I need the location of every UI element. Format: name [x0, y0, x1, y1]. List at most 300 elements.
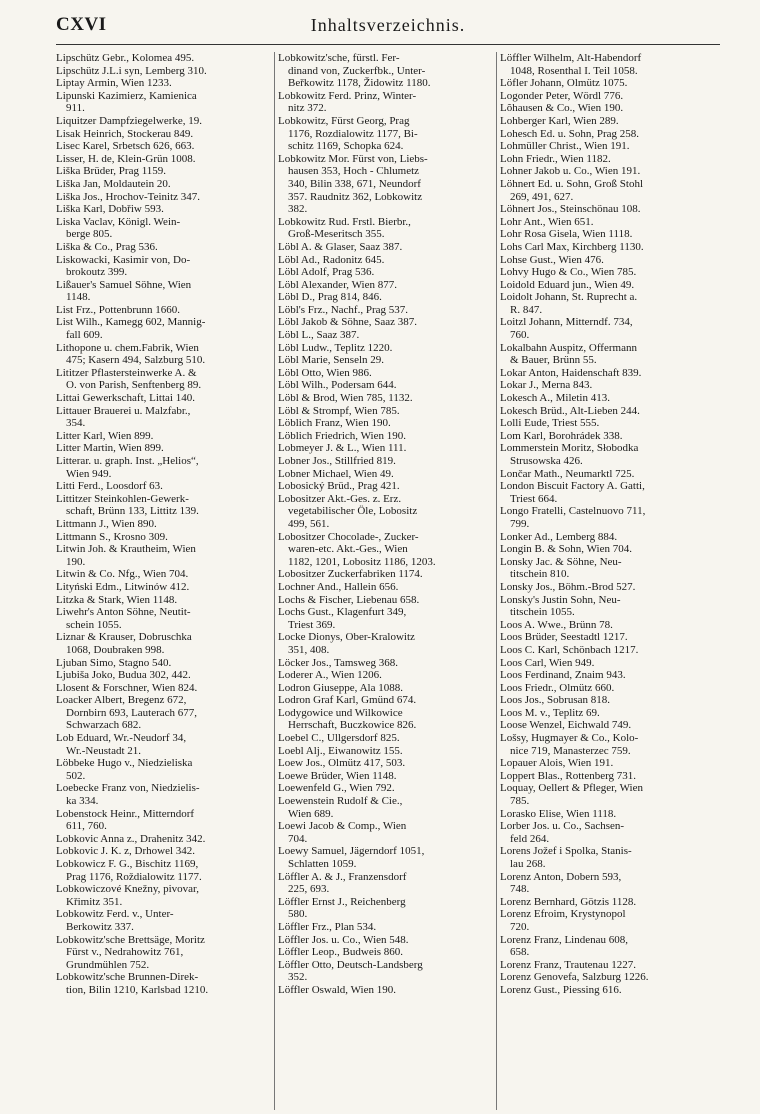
index-entry: [500, 266, 716, 279]
entry-line: Lobkowitz Mor. Fürst von, Liebs-: [278, 152, 428, 165]
index-entry: [500, 128, 716, 141]
entry-line: Löbl Wilh., Podersam 644.: [278, 379, 397, 392]
index-entry: [278, 631, 494, 656]
index-entry: [56, 128, 272, 141]
entry-continuation: 785.: [510, 795, 530, 808]
index-entry: [278, 329, 494, 342]
entry-continuation: Groß-Meseritsch 355.: [288, 228, 385, 241]
entry-continuation: 475; Kasern 494, Salzburg 510.: [66, 354, 206, 367]
column-divider: [274, 52, 275, 1110]
entry-line: Löbl D., Prag 814, 846.: [278, 291, 382, 304]
entry-line: Littauer Brauerei u. Malzfabr.,: [56, 404, 191, 417]
index-entry: [278, 342, 494, 355]
entry-line: Lipunski Kazimierz, Kamienica: [56, 89, 197, 102]
entry-continuation: Strusowska 426.: [510, 455, 583, 467]
entry-line: Lobner Jos., Stillfried 819.: [278, 455, 396, 467]
index-entry: [56, 254, 272, 279]
entry-continuation: Křimitz 351.: [66, 895, 123, 908]
entry-line: Litterar. u. graph. Inst. „Helios“,: [56, 455, 199, 467]
entry-line: Lorenz Anton, Dobern 593,: [500, 870, 622, 883]
entry-continuation: titschein 1055.: [510, 606, 575, 619]
index-entry: [278, 606, 494, 631]
entry-line: Litzka & Stark, Wien 1148.: [56, 593, 178, 606]
entry-line: Lokalbahn Auspitz, Offermann: [500, 341, 637, 354]
entry-line: Liška Brüder, Prag 1159.: [56, 165, 167, 178]
entry-line: Lohberger Karl, Wien 289.: [500, 114, 619, 127]
entry-line: Loquay, Oellert & Pfleger, Wien: [500, 782, 643, 795]
index-entry: [278, 52, 494, 90]
entry-line: Liznar & Krauser, Dobruschka: [56, 631, 192, 644]
index-entry: [500, 254, 716, 267]
entry-line: Litter Martin, Wien 899.: [56, 442, 164, 455]
index-entry: [56, 606, 272, 631]
entry-line: Lorenz Franz, Trautenau 1227.: [500, 958, 636, 971]
entry-line: Liwehr's Anton Söhne, Neutit-: [56, 606, 191, 619]
entry-line: Löbl & Strompf, Wien 785.: [278, 404, 400, 417]
entry-line: Löbl L., Saaz 387.: [278, 329, 360, 342]
entry-line: Littmann J., Wien 890.: [56, 517, 157, 530]
entry-continuation: vegetabilischer Öle, Lobositz: [288, 505, 418, 518]
entry-line: Liskowacki, Kasimir von, Do-: [56, 253, 191, 266]
entry-line: Liquitzer Dampfziegelwerke, 19.: [56, 114, 202, 127]
entry-line: Liptay Armin, Wien 1233.: [56, 77, 172, 90]
entry-line: Lißauer's Samuel Söhne, Wien: [56, 278, 192, 291]
index-entry: [56, 165, 272, 178]
index-entry: [278, 669, 494, 682]
entry-line: Loebl Alj., Eiwanowitz 155.: [278, 744, 403, 757]
index-entry: [278, 657, 494, 670]
entry-line: Löbl Jakob & Söhne, Saaz 387.: [278, 316, 418, 329]
entry-continuation: 269, 491, 627.: [510, 190, 574, 203]
entry-line: List Frz., Pottenbrunn 1660.: [56, 303, 181, 316]
entry-line: Lityński Edm., Litwinów 412.: [56, 580, 190, 593]
entry-line: Löblich Friedrich, Wien 190.: [278, 429, 406, 442]
entry-line: Lobosický Brüd., Prag 421.: [278, 480, 400, 493]
entry-continuation: 1148.: [66, 291, 91, 304]
entry-line: Loos C. Karl, Schönbach 1217.: [500, 643, 639, 656]
entry-continuation: Grundmühlen 752.: [66, 958, 150, 971]
index-entry: [278, 682, 494, 695]
index-entry: [500, 657, 716, 670]
index-entry: [278, 782, 494, 795]
entry-line: Lititzer Pflastersteinwerke A. &: [56, 366, 197, 379]
entry-line: Lohr Ant., Wien 651.: [500, 215, 594, 228]
index-entry: [56, 845, 272, 858]
entry-line: Lorber Jos. u. Co., Sachsen-: [500, 820, 625, 833]
entry-line: Löffler A. & J., Franzensdorf: [278, 870, 407, 883]
index-entry: [500, 871, 716, 896]
index-entry: [56, 203, 272, 216]
index-entry: [278, 820, 494, 845]
index-entry: [500, 808, 716, 821]
entry-line: Lohse Gust., Wien 476.: [500, 253, 604, 266]
entry-line: Lobkowitz'sche Brettsäge, Moritz: [56, 933, 205, 946]
entry-continuation: Dornbirn 693, Lauterach 677,: [66, 706, 198, 719]
entry-line: Loebel C., Ullgersdorf 825.: [278, 732, 400, 745]
index-entry: [56, 858, 272, 883]
entry-line: Lokesch A., Miletin 413.: [500, 392, 610, 405]
index-entry: [278, 153, 494, 216]
index-entry: [56, 732, 272, 757]
index-entry: [500, 316, 716, 341]
entry-line: Lom Karl, Borohrádek 338.: [500, 429, 623, 442]
index-entry: [278, 871, 494, 896]
entry-continuation: Herrschaft, Buczkowice 826.: [288, 719, 417, 732]
index-entry: [56, 316, 272, 341]
index-entry: [278, 354, 494, 367]
index-entry: [278, 442, 494, 455]
index-entry: [500, 594, 716, 619]
page-header: [56, 14, 720, 42]
entry-continuation: 499, 561.: [288, 517, 330, 530]
entry-line: Löbl Alexander, Wien 877.: [278, 278, 397, 291]
index-entry: [56, 77, 272, 90]
entry-line: Lobkovic J. K. z, Drhowel 342.: [56, 845, 196, 858]
entry-line: Löbl A. & Glaser, Saaz 387.: [278, 240, 403, 253]
index-entry: [56, 430, 272, 443]
entry-line: Löbl Adolf, Prag 536.: [278, 266, 375, 279]
entry-line: Lisser, H. de, Klein-Grün 1008.: [56, 152, 196, 165]
entry-continuation: berge 805.: [66, 228, 113, 241]
index-entry: [56, 52, 272, 65]
entry-line: Lonsky Jac. & Söhne, Neu-: [500, 555, 622, 568]
entry-line: Lohner Jakob u. Co., Wien 191.: [500, 165, 641, 178]
index-entry: [278, 921, 494, 934]
entry-line: Loewenfeld G., Wien 792.: [278, 782, 395, 795]
entry-line: Lob Eduard, Wr.-Neudorf 34,: [56, 732, 187, 745]
index-entry: [500, 342, 716, 367]
index-entry: [278, 757, 494, 770]
entry-continuation: 340, Bilin 338, 671, Neundorf: [288, 177, 421, 190]
index-entry: [56, 115, 272, 128]
entry-continuation: Triest 369.: [288, 618, 336, 631]
entry-line: Liška Karl, Dobřiw 593.: [56, 203, 164, 216]
entry-line: Lobkowicz F. G., Bischitz 1169,: [56, 858, 199, 870]
entry-continuation: 357. Raudnitz 362, Lobkowitz: [288, 190, 423, 203]
entry-line: Lokesch Brüd., Alt-Lieben 244.: [500, 404, 640, 417]
index-entry: [500, 417, 716, 430]
entry-line: Löbbeke Hugo v., Niedzieliska: [56, 757, 193, 770]
entry-line: Lodron Giuseppe, Ala 1088.: [278, 681, 403, 694]
entry-line: Lochs & Fischer, Liebenau 658.: [278, 593, 420, 606]
index-entry: [278, 581, 494, 594]
entry-continuation: ka 334.: [66, 795, 99, 808]
entry-line: Löffler Leop., Budweis 860.: [278, 946, 404, 959]
entry-line: Lobkowitz'sche, fürstl. Fer-: [278, 52, 400, 64]
index-column-2: [278, 52, 494, 1110]
index-entry: [500, 442, 716, 467]
entry-continuation: 225, 693.: [288, 883, 330, 896]
entry-continuation: 580.: [288, 908, 308, 921]
entry-continuation: titschein 810.: [510, 568, 570, 581]
index-entry: [278, 594, 494, 607]
entry-line: Löbl Ad., Radonitz 645.: [278, 253, 385, 266]
index-entry: [500, 102, 716, 115]
page-number: CXVI: [56, 14, 107, 35]
entry-continuation: Wr.-Neustadt 21.: [66, 744, 142, 757]
index-entry: [278, 455, 494, 468]
index-entry: [500, 984, 716, 997]
index-entry: [278, 568, 494, 581]
index-entry: [278, 694, 494, 707]
index-entry: [500, 845, 716, 870]
index-entry: [56, 279, 272, 304]
entry-line: Loewi Jacob & Comp., Wien: [278, 820, 407, 833]
entry-continuation: 658.: [510, 946, 530, 959]
entry-line: Lobkowitz'sche Brunnen-Direk-: [56, 971, 199, 984]
index-entry: [56, 657, 272, 670]
index-entry: [278, 770, 494, 783]
entry-line: Loidolt Johann, St. Ruprecht a.: [500, 291, 638, 304]
entry-line: Löbl's Frz., Nachf., Prag 537.: [278, 303, 408, 316]
index-entry: [56, 518, 272, 531]
index-entry: [500, 707, 716, 720]
index-entry: [56, 833, 272, 846]
entry-line: Lobkowitz Ferd. v., Unter-: [56, 908, 174, 921]
index-entry: [500, 757, 716, 770]
index-entry: [56, 581, 272, 594]
index-entry: [500, 165, 716, 178]
entry-continuation: 720.: [510, 920, 530, 933]
index-entry: [278, 90, 494, 115]
entry-continuation: nitz 372.: [288, 102, 327, 115]
index-entry: [500, 203, 716, 216]
index-entry: [500, 140, 716, 153]
index-entry: [278, 279, 494, 292]
entry-continuation: Berkowitz 337.: [66, 920, 134, 933]
entry-line: Loewe Brüder, Wien 1148.: [278, 769, 397, 782]
index-entry: [278, 493, 494, 531]
entry-line: Lipschütz Gebr., Kolomea 495.: [56, 52, 195, 64]
index-entry: [500, 543, 716, 556]
entry-continuation: Fürst v., Nedrahowitz 761,: [66, 946, 184, 959]
entry-continuation: feld 264.: [510, 832, 550, 845]
index-entry: [278, 367, 494, 380]
entry-line: Löffler Frz., Plan 534.: [278, 920, 377, 933]
index-entry: [56, 543, 272, 568]
index-entry: [278, 732, 494, 745]
entry-continuation: hausen 353, Hoch - Chlumetz: [288, 165, 420, 178]
entry-continuation: 382.: [288, 203, 308, 216]
entry-line: Lobkowitz Ferd. Prinz, Winter-: [278, 89, 417, 102]
entry-line: Lisec Karel, Srbetsch 626, 663.: [56, 140, 195, 153]
entry-continuation: Schwarzach 682.: [66, 719, 142, 732]
entry-continuation: Triest 664.: [510, 492, 558, 505]
index-entry: [278, 468, 494, 481]
index-column-1: [56, 52, 272, 1110]
index-entry: [500, 468, 716, 481]
entry-line: Lopauer Alois, Wien 191.: [500, 757, 614, 770]
index-entry: [500, 77, 716, 90]
entry-line: Liska Vaclav, Königl. Wein-: [56, 215, 181, 228]
entry-line: Lonsky Jos., Böhm.-Brod 527.: [500, 580, 636, 593]
entry-line: Lobkowiczové Knežny, pivovar,: [56, 883, 200, 896]
entry-continuation: nice 719, Manasterzec 759.: [510, 744, 631, 757]
entry-continuation: Beřkowitz 1178, Židowitz 1180.: [288, 77, 431, 90]
index-entry: [500, 719, 716, 732]
entry-line: Lobositzer Zuckerfabriken 1174.: [278, 568, 423, 581]
entry-line: Loderer A., Wien 1206.: [278, 669, 382, 682]
entry-line: Ljuban Simo, Stagno 540.: [56, 656, 172, 669]
index-entry: [500, 770, 716, 783]
entry-line: Lobenstock Heinr., Mitterndorf: [56, 807, 195, 820]
index-entry: [500, 959, 716, 972]
entry-continuation: O. von Parish, Senftenberg 89.: [66, 379, 202, 392]
entry-continuation: waren-etc. Akt.-Ges., Wien: [288, 543, 408, 556]
entry-continuation: 190.: [66, 555, 86, 568]
entry-line: Locke Dionys, Ober-Kralowitz: [278, 631, 415, 644]
entry-line: Lohesch Ed. u. Sohn, Prag 258.: [500, 127, 640, 140]
entry-continuation: 1176, Rozdialowitz 1177, Bi-: [288, 127, 418, 140]
index-entry: [500, 669, 716, 682]
entry-line: Löbl Marie, Senseln 29.: [278, 354, 385, 367]
entry-line: Loos Jos., Sobrusan 818.: [500, 694, 611, 707]
entry-continuation: 502.: [66, 769, 86, 782]
entry-line: Löffler Otto, Deutsch-Landsberg: [278, 958, 423, 971]
entry-continuation: 748.: [510, 883, 530, 896]
index-entry: [56, 883, 272, 908]
entry-continuation: 1048, Rosenthal I. Teil 1058.: [510, 64, 638, 77]
entry-line: Lončar Math., Neumarktl 725.: [500, 467, 635, 480]
index-entry: [278, 959, 494, 984]
index-entry: [500, 178, 716, 203]
entry-continuation: Prag 1176, Roždialowitz 1177.: [66, 870, 202, 883]
entry-continuation: tion, Bilin 1210, Karlsbad 1210.: [66, 983, 209, 996]
index-entry: [56, 65, 272, 78]
index-entry: [500, 908, 716, 933]
entry-line: Liška & Co., Prag 536.: [56, 240, 158, 253]
index-entry: [56, 191, 272, 204]
entry-line: Litwin Joh. & Krautheim, Wien: [56, 543, 196, 556]
entry-line: Lochs Gust., Klagenfurt 349,: [278, 606, 407, 619]
entry-line: Lobmeyer J. & L., Wien 111.: [278, 442, 407, 455]
entry-line: Lõhausen & Co., Wien 190.: [500, 102, 624, 115]
entry-line: Lobkowitz, Fürst Georg, Prag: [278, 114, 410, 127]
index-entry: [500, 934, 716, 959]
entry-line: Lolli Eude, Triest 555.: [500, 417, 600, 430]
index-entry: [56, 392, 272, 405]
index-entry: [56, 493, 272, 518]
index-entry: [500, 820, 716, 845]
entry-continuation: Wien 949.: [66, 467, 112, 480]
index-entry: [56, 140, 272, 153]
entry-line: Lošsy, Hugmayer & Co., Kolo-: [500, 732, 639, 745]
entry-line: Loos Brüder, Seestadtl 1217.: [500, 631, 628, 644]
entry-line: Lorens Jožef i Spolka, Stanis-: [500, 845, 632, 858]
entry-line: Llosent & Forschner, Wien 824.: [56, 681, 198, 694]
index-entry: [56, 694, 272, 732]
entry-line: Lokar J., Merna 843.: [500, 379, 593, 392]
index-entry: [278, 480, 494, 493]
index-entry: [500, 644, 716, 657]
entry-line: Littai Gewerkschaft, Littai 140.: [56, 392, 195, 405]
entry-line: Longin B. & Sohn, Wien 704.: [500, 543, 632, 556]
entry-line: Löffler Oswald, Wien 190.: [278, 983, 396, 996]
entry-continuation: brokoutz 399.: [66, 266, 128, 279]
index-entry: [278, 241, 494, 254]
entry-line: Lorenz Genovefa, Salzburg 1226.: [500, 971, 649, 984]
entry-line: Loacker Albert, Bregenz 672,: [56, 694, 187, 707]
entry-line: Lobositzer Akt.-Ges. z. Erz.: [278, 492, 402, 505]
index-entry: [500, 392, 716, 405]
entry-line: Lisak Heinrich, Stockerau 849.: [56, 127, 194, 140]
entry-line: Lohr Rosa Gisela, Wien 1118.: [500, 228, 633, 241]
index-entry: [56, 367, 272, 392]
entry-line: Löffler Wilhelm, Alt-Habendorf: [500, 52, 642, 64]
index-entry: [56, 682, 272, 695]
entry-line: Löffler Ernst J., Reichenberg: [278, 895, 406, 908]
index-entry: [500, 367, 716, 380]
entry-line: Logonder Peter, Wördl 776.: [500, 89, 624, 102]
index-entry: [56, 782, 272, 807]
index-entry: [278, 216, 494, 241]
index-entry: [56, 669, 272, 682]
index-entry: [56, 90, 272, 115]
entry-line: Löhnert Jos., Steinschönau 108.: [500, 203, 641, 216]
entry-continuation: 1068, Doubraken 998.: [66, 643, 165, 656]
index-entry: [278, 316, 494, 329]
entry-line: Lorenz Bernhard, Götzis 1128.: [500, 895, 637, 908]
entry-line: Lodygowice und Wilkowice: [278, 706, 403, 719]
index-entry: [56, 455, 272, 480]
entry-continuation: 799.: [510, 517, 530, 530]
index-entry: [500, 216, 716, 229]
entry-line: Lobner Michael, Wien 49.: [278, 467, 394, 480]
page-title: Inhaltsverzeichnis.: [310, 15, 466, 35]
entry-line: Lohs Carl Max, Kirchberg 1130.: [500, 240, 644, 253]
entry-line: Loitzl Johann, Mitterndf. 734,: [500, 316, 633, 329]
index-entry: [500, 115, 716, 128]
index-entry: [56, 757, 272, 782]
index-entry: [278, 707, 494, 732]
entry-line: Lobkowitz Rud. Frstl. Bierbr.,: [278, 215, 411, 228]
entry-continuation: Schlatten 1059.: [288, 858, 357, 870]
entry-line: Lorenz Gust., Piessing 616.: [500, 983, 622, 996]
index-entry: [500, 505, 716, 530]
index-entry: [500, 291, 716, 316]
entry-line: Löhnert Ed. u. Sohn, Groß Stohl: [500, 177, 643, 190]
entry-line: Lithopone u. chem.Fabrik, Wien: [56, 341, 199, 354]
entry-line: Lodron Graf Karl, Gmünd 674.: [278, 694, 417, 707]
entry-line: London Biscuit Factory A. Gatti,: [500, 480, 645, 493]
entry-continuation: schitz 1169, Schopka 624.: [288, 140, 404, 153]
entry-line: Litter Karl, Wien 899.: [56, 429, 154, 442]
index-entry: [500, 581, 716, 594]
entry-line: Loewenstein Rudolf & Cie.,: [278, 795, 403, 808]
index-entry: [278, 896, 494, 921]
index-entry: [278, 115, 494, 153]
entry-line: Lorasko Elise, Wien 1118.: [500, 807, 617, 820]
entry-continuation: 351, 408.: [288, 643, 330, 656]
index-entry: [56, 908, 272, 933]
index-entry: [500, 619, 716, 632]
index-entry: [56, 934, 272, 972]
index-entry: [56, 971, 272, 996]
entry-continuation: 704.: [288, 832, 308, 845]
entry-continuation: & Bauer, Brünn 55.: [510, 354, 597, 367]
entry-continuation: 354.: [66, 417, 86, 430]
index-entry: [56, 178, 272, 191]
index-entry: [500, 153, 716, 166]
index-entry: [278, 405, 494, 418]
entry-line: Loidold Eduard jun., Wien 49.: [500, 278, 635, 291]
index-entry: [56, 594, 272, 607]
index-entry: [56, 241, 272, 254]
index-entry: [500, 732, 716, 757]
entry-continuation: 352.: [288, 971, 308, 984]
entry-line: Löfler Johann, Olmütz 1075.: [500, 77, 628, 90]
entry-line: Loew Jos., Olmütz 417, 503.: [278, 757, 406, 770]
